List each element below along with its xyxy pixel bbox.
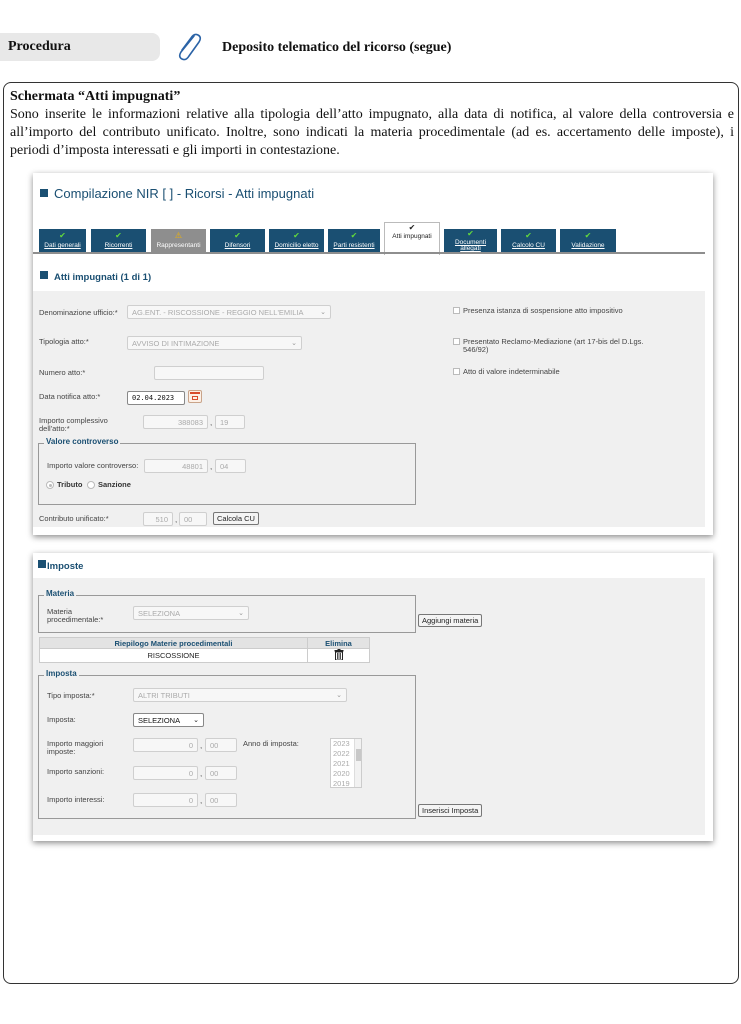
table-row — [40, 649, 370, 663]
tab-atti-impugnati[interactable] — [384, 222, 440, 255]
tab-label: Difensori — [224, 242, 251, 249]
decimal-separator: , — [175, 515, 178, 524]
imposta-label: Imposta: — [47, 715, 76, 724]
denominazione-label: Denominazione ufficio:* — [39, 308, 118, 317]
tab-label: Rappresentanti — [156, 242, 201, 249]
radio-tributo-label: Tributo — [57, 480, 83, 489]
contributo-label: Contributo unificato:* — [39, 514, 109, 523]
tipologia-value: AVVISO DI INTIMAZIONE — [132, 339, 220, 348]
aggiungi-materia-button[interactable]: Aggiungi materia — [418, 614, 482, 627]
calendar-icon[interactable] — [188, 390, 202, 403]
decimal-separator: , — [210, 462, 213, 471]
contributo-dec-input[interactable]: 00 — [179, 512, 207, 526]
table-header-elimina: Elimina — [308, 638, 370, 649]
anno-option[interactable]: 2021 — [333, 759, 350, 768]
tab-label: Atti impugnati — [392, 233, 432, 240]
tab-underline — [33, 252, 705, 254]
anno-listbox[interactable] — [330, 738, 362, 788]
maggiori-dec-input[interactable]: 00 — [205, 738, 237, 752]
importo-label: Importo complessivo dell'atto:* — [39, 416, 108, 433]
radio-sanzione-label: Sanzione — [98, 480, 131, 489]
tipo-imposta-select[interactable] — [133, 688, 347, 702]
tipologia-select[interactable] — [127, 336, 302, 350]
numero-label: Numero atto:* — [39, 368, 86, 377]
interessi-dec-input[interactable]: 00 — [205, 793, 237, 807]
anno-option[interactable]: 2019 — [333, 779, 350, 788]
calcola-cu-button[interactable]: Calcola CU — [213, 512, 259, 525]
check-icon: ✔ — [115, 231, 122, 240]
chevron-down-icon: ⌄ — [320, 309, 326, 316]
title-square-icon — [40, 271, 48, 279]
indeterminabile-label: Atto di valore indeterminabile — [463, 367, 560, 376]
denominazione-value: AG.ENT. - RISCOSSIONE - REGGIO NELL'EMILIA — [132, 308, 304, 317]
tab-label: Calcolo CU — [512, 242, 545, 249]
maggiori-label: Importo maggiori imposte: — [47, 739, 104, 756]
tab-label: Validazione — [571, 242, 605, 249]
decimal-separator: , — [210, 418, 213, 427]
imposte-title — [38, 560, 83, 572]
valore-label: Importo valore controverso: — [47, 461, 139, 470]
sanzioni-dec-input[interactable]: 00 — [205, 766, 237, 780]
inserisci-imposta-button[interactable]: Inserisci Imposta — [418, 804, 482, 817]
decimal-separator: , — [200, 796, 203, 805]
tab-label: Ricorrenti — [104, 242, 133, 249]
imposte-title-text: Imposte — [47, 561, 84, 572]
numero-input[interactable] — [154, 366, 264, 380]
scrollbar-thumb[interactable] — [356, 749, 361, 761]
tab-domicilio-eletto[interactable] — [269, 229, 324, 254]
screen-title — [40, 186, 314, 201]
paperclip-icon — [172, 30, 204, 64]
tab-parti-resistenti[interactable] — [328, 229, 380, 254]
reclamo-label: Presentato Reclamo-Mediazione (art 17-bis del D.Lgs. 546/92) — [463, 337, 644, 354]
check-icon: ✔ — [584, 231, 592, 240]
anno-label: Anno di imposta: — [243, 739, 299, 748]
title-square-icon — [38, 560, 46, 568]
screen-title-text: Compilazione NIR [ ] - Ricorsi - Atti impugnati — [54, 186, 315, 201]
tab-label: Documenti allegati — [454, 239, 487, 252]
valore-controverso-legend: Valore controverso — [46, 437, 119, 446]
materia-legend: Materia — [46, 589, 75, 598]
anno-option[interactable]: 2022 — [333, 749, 350, 758]
interessi-int-input[interactable]: 0 — [133, 793, 198, 807]
sanzioni-label: Importo sanzioni: — [47, 767, 105, 776]
table-cell-elimina — [308, 649, 370, 663]
section-title-text: Atti impugnati (1 di 1) — [54, 272, 152, 283]
tab-calcolo-cu[interactable] — [501, 229, 556, 254]
contributo-int-input[interactable]: 510 — [143, 512, 173, 526]
importo-dec-input[interactable]: 19 — [215, 415, 245, 429]
check-icon: ✔ — [408, 223, 416, 232]
decimal-separator: , — [200, 769, 203, 778]
check-icon: ✔ — [350, 231, 358, 240]
tab-label: Parti resistenti — [333, 242, 375, 249]
tab-label: Dati generali — [44, 242, 81, 249]
section-label: Procedura — [0, 33, 160, 61]
check-icon: ✔ — [467, 229, 474, 238]
decimal-separator: , — [200, 741, 203, 750]
page-title: Deposito telematico del ricorso (segue) — [222, 40, 452, 55]
intro-heading: Schermata “Atti impugnati” — [10, 89, 181, 104]
sospensione-label: Presenza istanza di sospensione atto impositivo — [463, 306, 623, 315]
sospensione-checkbox[interactable] — [453, 307, 460, 314]
chevron-down-icon: ⌄ — [193, 717, 199, 724]
materie-table — [39, 637, 370, 663]
radio-tributo[interactable] — [46, 481, 54, 489]
indeterminabile-checkbox[interactable] — [453, 368, 460, 375]
tipo-imposta-label: Tipo imposta:* — [47, 691, 95, 700]
imposta-legend: Imposta — [46, 669, 77, 678]
section-title — [40, 271, 151, 283]
check-icon: ✔ — [59, 231, 66, 240]
valore-controverso-box — [38, 443, 416, 505]
sanzioni-int-input[interactable]: 0 — [133, 766, 198, 780]
tab-difensori[interactable] — [210, 229, 265, 254]
interessi-label: Importo interessi: — [47, 795, 105, 804]
chevron-down-icon: ⌄ — [238, 610, 244, 617]
valore-int-input[interactable]: 48801 — [144, 459, 208, 473]
tipologia-label: Tipologia atto:* — [39, 337, 89, 346]
trash-icon[interactable] — [334, 649, 344, 660]
imposta-select[interactable] — [133, 713, 204, 727]
materia-value: SELEZIONA — [138, 609, 181, 618]
title-square-icon — [40, 189, 48, 197]
radio-sanzione[interactable] — [87, 481, 95, 489]
data-notifica-label: Data notifica atto:* — [39, 392, 101, 401]
maggiori-int-input[interactable]: 0 — [133, 738, 198, 752]
valore-dec-input[interactable]: 04 — [215, 459, 246, 473]
tipo-imposta-value: ALTRI TRIBUTI — [138, 691, 190, 700]
tab-validazione[interactable] — [560, 229, 616, 254]
materia-label: Materia procedimentale:* — [47, 607, 104, 624]
tab-rappresentanti[interactable] — [151, 229, 206, 254]
materia-select[interactable] — [133, 606, 249, 620]
tab-dati-generali[interactable] — [39, 229, 86, 254]
chevron-down-icon: ⌄ — [291, 340, 297, 347]
anno-option[interactable]: 2023 — [333, 739, 350, 748]
reclamo-checkbox[interactable] — [453, 338, 460, 345]
tab-ricorrenti[interactable] — [91, 229, 146, 254]
intro-text: Sono inserite le informazioni relative alla tipologia dell’atto impugnato, alla data di notifica, al valore della controversia e all’importo del contributo unificato. Inoltre, sono indicati la materia procedimentale (ad es. accertamento delle imposte), i periodi d’imposta interessati e gli importi in contestazione. — [10, 107, 734, 158]
check-icon: ✔ — [525, 231, 532, 240]
listbox-scrollbar[interactable] — [354, 739, 361, 787]
tab-documenti-allegati[interactable] — [444, 229, 497, 254]
imposta-value: SELEZIONA — [138, 716, 181, 725]
data-notifica-input[interactable]: 02.04.2023 — [127, 391, 185, 405]
check-icon: ✔ — [234, 231, 241, 240]
table-header-materie: Riepilogo Materie procedimentali — [40, 638, 308, 649]
check-icon: ✔ — [293, 231, 300, 240]
importo-int-input[interactable]: 388083 — [143, 415, 208, 429]
warning-icon: ⚠ — [174, 231, 183, 240]
denominazione-select[interactable] — [127, 305, 331, 319]
anno-option[interactable]: 2020 — [333, 769, 350, 778]
tab-label: Domicilio eletto — [274, 242, 319, 249]
table-cell-materia: RISCOSSIONE — [40, 649, 308, 663]
chevron-down-icon: ⌄ — [336, 692, 342, 699]
